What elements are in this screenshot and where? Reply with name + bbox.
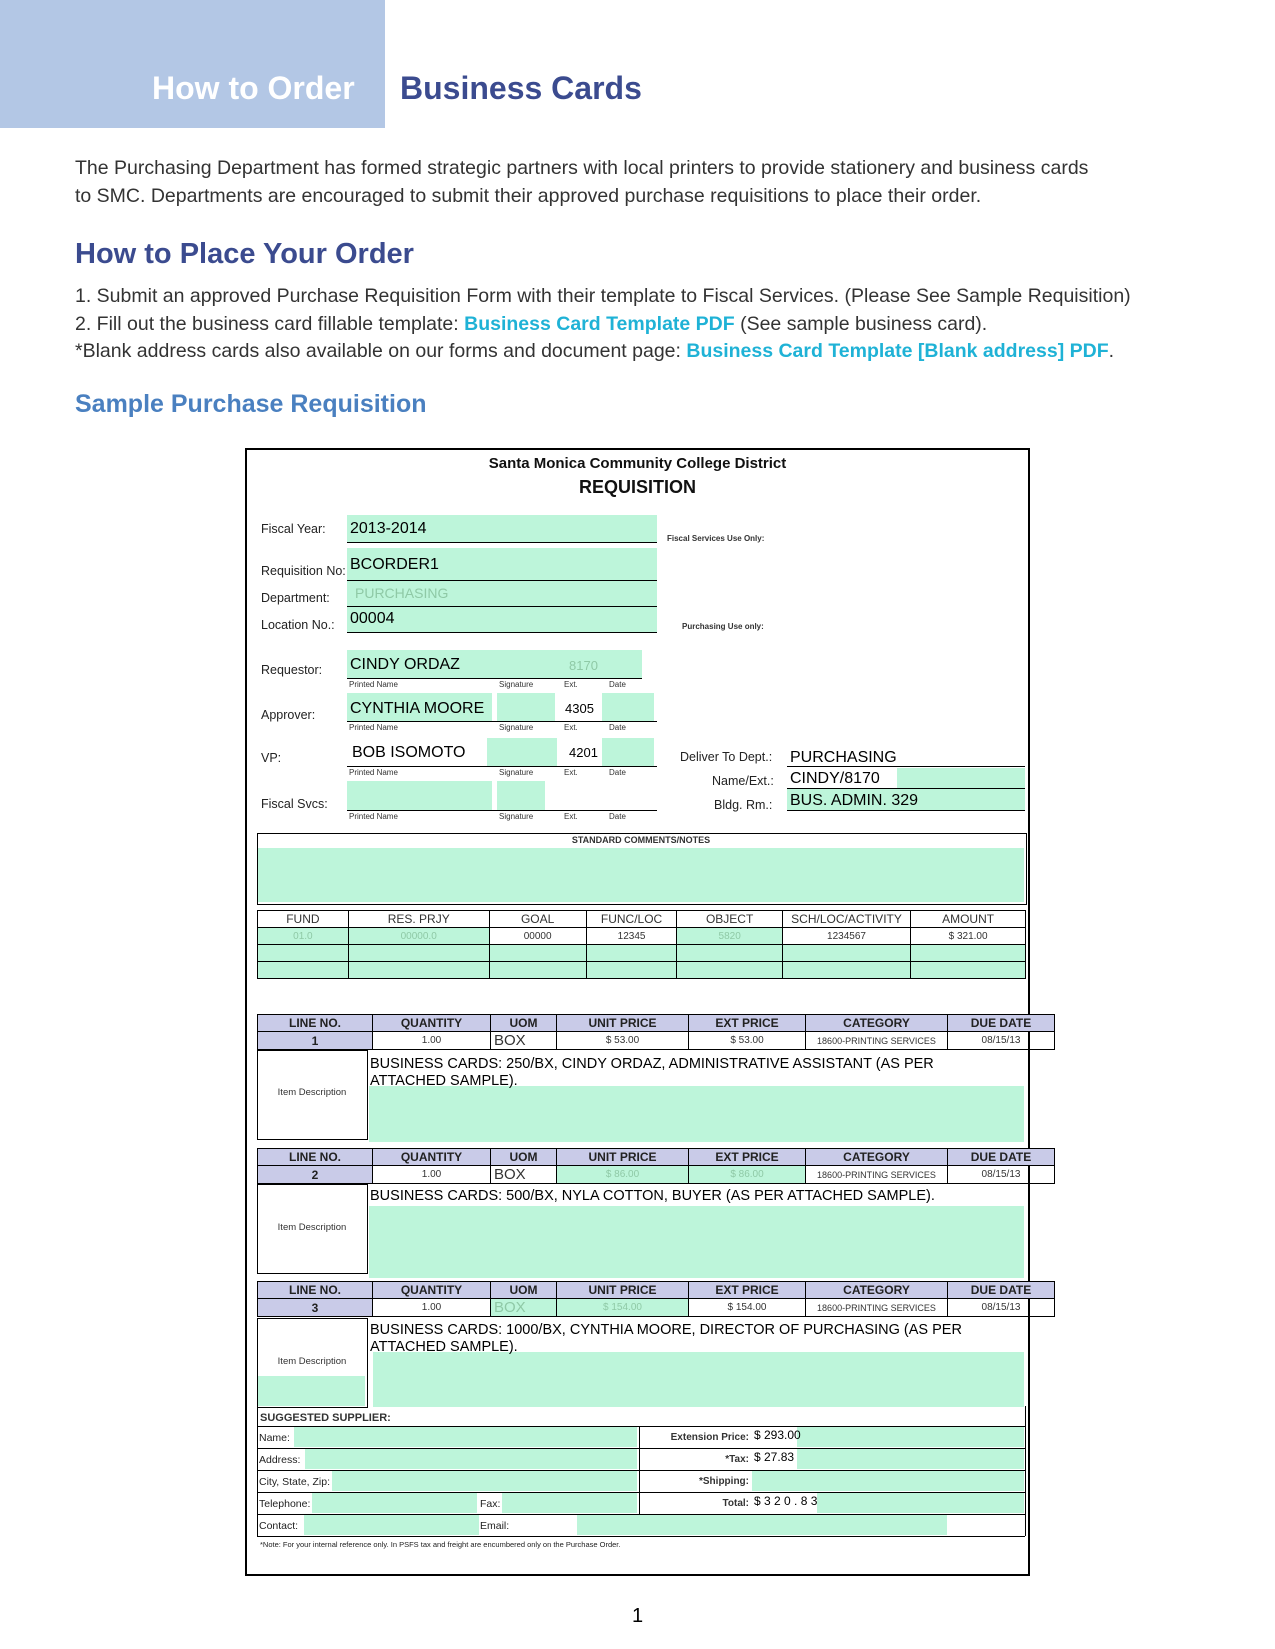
location-label: Location No.:	[261, 618, 335, 632]
ext-price[interactable]: $ 53.00	[689, 1032, 806, 1050]
vp-name: BOB ISOMOTO	[352, 744, 466, 761]
step-3	[75, 338, 1205, 366]
quantity[interactable]: 1.00	[373, 1032, 491, 1050]
hdr-uom: UOM	[491, 1015, 557, 1032]
col-fund: FUND	[258, 911, 349, 928]
cell-fund[interactable]: 01.0	[258, 928, 349, 945]
hdr-unit-price: UNIT PRICE	[557, 1149, 689, 1166]
supplier-address-field[interactable]	[305, 1449, 637, 1469]
requestor-label: Requestor:	[261, 663, 323, 677]
cell-amount[interactable]: $ 321.00	[911, 928, 1026, 945]
approver-date-field[interactable]	[602, 693, 654, 721]
approver-label: Approver:	[261, 708, 316, 722]
cell-sch-loc[interactable]: 1234567	[782, 928, 910, 945]
cell-goal[interactable]: 00000	[489, 928, 586, 945]
date-caption: Date	[609, 723, 626, 732]
hdr-category: CATEGORY	[806, 1015, 948, 1032]
hdr-ext-price: EXT PRICE	[689, 1149, 806, 1166]
category[interactable]: 18600-PRINTING SERVICES	[806, 1032, 948, 1050]
due-date[interactable]: 08/15/13	[948, 1299, 1055, 1317]
supplier-telephone-label: Telephone:	[259, 1498, 311, 1510]
uom[interactable]: BOX	[491, 1299, 557, 1317]
ext-caption: Ext.	[564, 723, 578, 732]
department-label: Department:	[261, 591, 330, 605]
vp-signature-field[interactable]	[487, 738, 557, 766]
hdr-line-no: LINE NO.	[258, 1149, 373, 1166]
step-2-suffix: (See sample business card).	[734, 312, 988, 335]
blank-address-template-link[interactable]: Business Card Template [Blank address] PDF	[686, 340, 1109, 362]
cell-res-prjy[interactable]: 00000.0	[348, 928, 489, 945]
uom[interactable]: BOX	[491, 1166, 557, 1184]
page-title: Business Cards	[400, 70, 642, 106]
date-caption: Date	[609, 768, 626, 777]
hdr-line-no: LINE NO.	[258, 1015, 373, 1032]
line-no: 3	[258, 1299, 373, 1317]
item-description-text: BUSINESS CARDS: 1000/BX, CYNTHIA MOORE, DIRECTOR OF PURCHASING (AS PER ATTACHED SAMPLE).	[370, 1322, 962, 1355]
item-description-label: Item Description	[277, 1222, 347, 1233]
step-1: 1. Submit an approved Purchase Requisition Form with their template to Fiscal Services. (Please See Sample Requisition)	[75, 285, 1131, 307]
requisition-no-value: BCORDER1	[350, 556, 439, 573]
location-value: 00004	[350, 610, 395, 627]
name-ext-value: CINDY/8170	[790, 770, 880, 787]
comments-heading: STANDARD COMMENTS/NOTES	[571, 835, 711, 845]
col-object: OBJECT	[677, 911, 782, 928]
supplier-email-label: Email:	[480, 1520, 510, 1532]
deliver-to-value: PURCHASING	[790, 749, 897, 766]
ext-caption: Ext.	[564, 812, 578, 821]
hdr-due-date: DUE DATE	[948, 1149, 1055, 1166]
bldg-value: BUS. ADMIN. 329	[790, 792, 919, 809]
col-amount: AMOUNT	[911, 911, 1026, 928]
requisition-no-label: Requisition No:	[261, 564, 346, 578]
fiscal-use-label: Fiscal Services Use Only:	[667, 534, 765, 543]
supplier-name-field[interactable]	[294, 1427, 637, 1447]
business-card-template-link[interactable]: Business Card Template PDF	[464, 312, 735, 335]
form-org-name: Santa Monica Community College District	[488, 455, 787, 472]
hdr-uom: UOM	[491, 1282, 557, 1299]
page-number: 1	[631, 1605, 644, 1627]
name-ext-field[interactable]	[897, 768, 1025, 788]
step-3-suffix: .	[1108, 340, 1115, 362]
quantity[interactable]: 1.00	[373, 1299, 491, 1317]
line-no: 2	[258, 1166, 373, 1184]
hdr-quantity: QUANTITY	[373, 1149, 491, 1166]
item-description-field[interactable]	[369, 1206, 1024, 1278]
unit-price[interactable]: $ 86.00	[557, 1166, 689, 1184]
comments-field[interactable]	[258, 848, 1024, 902]
place-order-heading: How to Place Your Order	[75, 238, 414, 270]
vp-ext: 4201	[569, 745, 598, 760]
ext-caption: Ext.	[564, 768, 578, 777]
item-description-label: Item Description	[277, 1356, 347, 1367]
due-date[interactable]: 08/15/13	[948, 1166, 1055, 1184]
unit-price[interactable]: $ 154.00	[557, 1299, 689, 1317]
total-field[interactable]	[817, 1493, 1024, 1513]
printed-name-caption: Printed Name	[349, 768, 398, 777]
ext-price[interactable]: $ 154.00	[689, 1299, 806, 1317]
quantity[interactable]: 1.00	[373, 1166, 491, 1184]
hdr-ext-price: EXT PRICE	[689, 1282, 806, 1299]
step-3-text: *Blank address cards also available on our forms and document page:	[75, 340, 687, 362]
supplier-heading: SUGGESTED SUPPLIER:	[260, 1412, 391, 1424]
uom[interactable]: BOX	[491, 1032, 557, 1050]
step-2	[75, 311, 1205, 339]
shipping-field[interactable]	[752, 1471, 1024, 1491]
hdr-uom: UOM	[491, 1149, 557, 1166]
tax-label: *Tax:	[725, 1454, 749, 1465]
extension-price-label: Extension Price:	[670, 1432, 749, 1443]
date-caption: Date	[609, 680, 626, 689]
col-res-prjy: RES. PRJY	[348, 911, 489, 928]
hdr-ext-price: EXT PRICE	[689, 1015, 806, 1032]
tax-field[interactable]	[797, 1449, 1024, 1469]
signature-caption: Signature	[499, 723, 534, 732]
order-steps	[75, 283, 1205, 366]
approver-name: CYNTHIA MOORE	[350, 700, 485, 717]
hdr-line-no: LINE NO.	[258, 1282, 373, 1299]
fiscal-year-label: Fiscal Year:	[261, 522, 326, 536]
intro-line-2: to SMC. Departments are encouraged to submit their approved purchase requisitions to place their order.	[75, 184, 982, 207]
supplier-contact-label: Contact:	[259, 1520, 299, 1532]
item-description-field[interactable]	[369, 1086, 1024, 1142]
item-description-text: BUSINESS CARDS: 250/BX, CINDY ORDAZ, ADMINISTRATIVE ASSISTANT (AS PER ATTACHED SAMPLE).	[370, 1056, 934, 1089]
sample-requisition-heading: Sample Purchase Requisition	[75, 390, 427, 418]
due-date[interactable]: 08/15/13	[948, 1032, 1055, 1050]
intro-line-1: The Purchasing Department has formed strategic partners with local printers to provide stationery and business cards	[75, 157, 1089, 179]
fiscal-year-value: 2013-2014	[350, 520, 427, 537]
supplier-contact-field[interactable]	[304, 1515, 479, 1535]
department-value: PURCHASING	[355, 585, 449, 601]
extension-price-value: $ 293.00	[754, 1428, 801, 1442]
intro-paragraph	[75, 155, 1205, 210]
item-description-label: Item Description	[277, 1087, 347, 1098]
hdr-unit-price: UNIT PRICE	[557, 1282, 689, 1299]
hdr-quantity: QUANTITY	[373, 1015, 491, 1032]
signature-caption: Signature	[499, 680, 534, 689]
cell-object[interactable]: 5820	[677, 928, 782, 945]
account-table	[257, 910, 1026, 979]
col-sch-loc-activity: SCH/LOC/ACTIVITY	[782, 911, 910, 928]
col-goal: GOAL	[489, 911, 586, 928]
purchasing-use-label: Purchasing Use only:	[682, 622, 764, 631]
fiscal-svcs-name-field[interactable]	[347, 781, 492, 810]
ext-price[interactable]: $ 86.00	[689, 1166, 806, 1184]
printed-name-caption: Printed Name	[349, 723, 398, 732]
supplier-city-label: City, State, Zip:	[259, 1476, 330, 1488]
item-description-label-fill	[258, 1376, 365, 1406]
requisition-form	[245, 448, 1030, 1576]
supplier-telephone-field[interactable]	[312, 1493, 477, 1513]
ext-caption: Ext.	[564, 680, 578, 689]
step-2-text: 2. Fill out the business card fillable template:	[75, 312, 465, 335]
supplier-email-field[interactable]	[577, 1515, 947, 1535]
printed-name-caption: Printed Name	[349, 812, 398, 821]
cell-func-loc[interactable]: 12345	[586, 928, 677, 945]
category[interactable]: 18600-PRINTING SERVICES	[806, 1166, 948, 1184]
vp-label: VP:	[261, 751, 282, 765]
hdr-unit-price: UNIT PRICE	[557, 1015, 689, 1032]
date-caption: Date	[609, 812, 626, 821]
extension-price-field[interactable]	[797, 1427, 1024, 1447]
line-no: 1	[258, 1032, 373, 1050]
hdr-quantity: QUANTITY	[373, 1282, 491, 1299]
bldg-label: Bldg. Rm.:	[714, 798, 773, 812]
supplier-name-label: Name:	[259, 1432, 290, 1444]
supplier-address-label: Address:	[259, 1454, 301, 1466]
hdr-due-date: DUE DATE	[948, 1282, 1055, 1299]
name-ext-label: Name/Ext.:	[712, 774, 774, 788]
supplier-fax-field[interactable]	[502, 1493, 637, 1513]
col-func-loc: FUNC/LOC	[586, 911, 677, 928]
total-label: Total:	[722, 1498, 749, 1509]
hdr-category: CATEGORY	[806, 1149, 948, 1166]
requestor-name: CINDY ORDAZ	[350, 656, 460, 673]
form-title: REQUISITION	[578, 477, 696, 497]
approver-ext: 4305	[565, 701, 594, 716]
header-left-title: How to Order	[152, 70, 355, 106]
supplier-city-field[interactable]	[332, 1471, 637, 1491]
requestor-ext: 8170	[569, 658, 598, 673]
line-item-2	[257, 1148, 1055, 1184]
approver-signature-field[interactable]	[497, 693, 555, 721]
total-value: $ 3 2 0 . 8 3	[754, 1494, 818, 1508]
line-item-3	[257, 1281, 1055, 1317]
header-banner	[0, 0, 385, 128]
unit-price[interactable]: $ 53.00	[557, 1032, 689, 1050]
form-footnote: *Note: For your internal reference only. In PSFS tax and freight are encumbered only on the Purchase Order.	[260, 1540, 621, 1549]
fiscal-svcs-label: Fiscal Svcs:	[261, 797, 328, 811]
tax-value: $ 27.83	[754, 1450, 795, 1464]
category[interactable]: 18600-PRINTING SERVICES	[806, 1299, 948, 1317]
deliver-to-label: Deliver To Dept.:	[680, 750, 773, 764]
signature-caption: Signature	[499, 768, 534, 777]
hdr-due-date: DUE DATE	[948, 1015, 1055, 1032]
hdr-category: CATEGORY	[806, 1282, 948, 1299]
vp-date-field[interactable]	[602, 738, 654, 766]
supplier-fax-label: Fax:	[480, 1498, 501, 1510]
shipping-label: *Shipping:	[699, 1476, 749, 1487]
item-description-text: BUSINESS CARDS: 500/BX, NYLA COTTON, BUYER (AS PER ATTACHED SAMPLE).	[370, 1188, 935, 1204]
item-description-field[interactable]	[373, 1352, 1024, 1407]
printed-name-caption: Printed Name	[349, 680, 398, 689]
fiscal-svcs-signature-field[interactable]	[497, 781, 545, 810]
signature-caption: Signature	[499, 812, 534, 821]
line-item-1	[257, 1014, 1055, 1050]
